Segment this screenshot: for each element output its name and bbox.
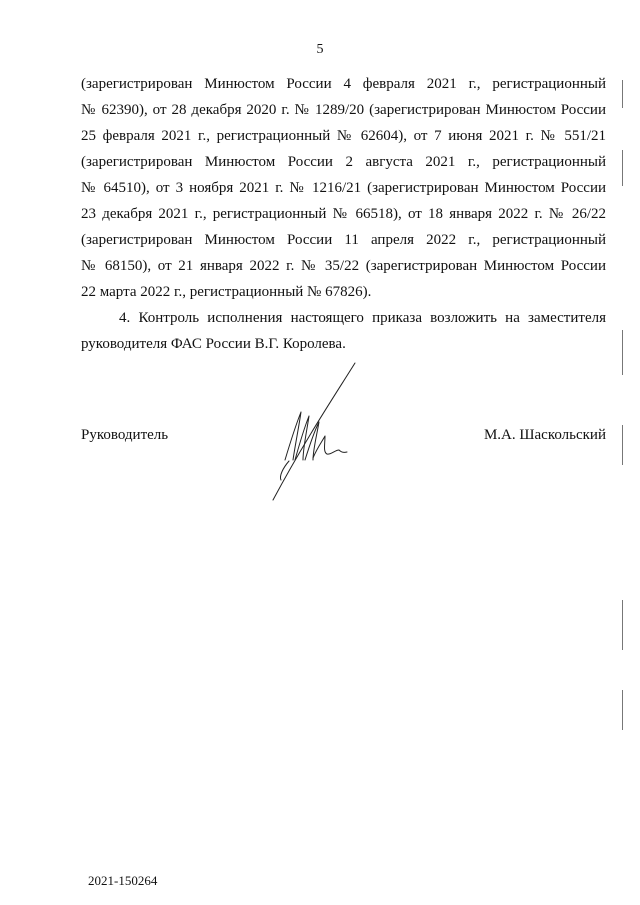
signer-title: Руководитель [81, 427, 169, 443]
scan-edge-mark [622, 600, 623, 650]
scan-edge-mark [622, 690, 623, 730]
body-line: (зарегистрирован Минюстом России 2 августа 2021 г., регистрационный [81, 154, 606, 170]
paragraph-4-line: руководителя ФАС России В.Г. Королева. [81, 336, 346, 352]
body-line: 23 декабря 2021 г., регистрационный № 66518), от 18 января 2022 г. № 26/22 [81, 206, 606, 222]
scan-edge-mark [622, 425, 623, 465]
body-line: (зарегистрирован Минюстом России 4 февраля 2021 г., регистрационный [81, 76, 606, 92]
document-body [81, 71, 606, 357]
signer-name: М.А. Шаскольский [483, 427, 606, 443]
scan-edge-mark [622, 80, 623, 108]
handwritten-signature [265, 360, 365, 505]
body-line: (зарегистрирован Минюстом России 11 апреля 2022 г., регистрационный [81, 232, 606, 248]
scan-edge-mark [622, 330, 623, 375]
document-number: 2021-150264 [88, 873, 158, 888]
paragraph-4-line: 4. Контроль исполнения настоящего приказа возложить на заместителя [119, 310, 606, 326]
body-line: № 62390), от 28 декабря 2020 г. № 1289/20 (зарегистрирован Минюстом России [81, 102, 606, 118]
body-line: 25 февраля 2021 г., регистрационный № 62604), от 7 июня 2021 г. № 551/21 [81, 128, 606, 144]
page-number: 5 [316, 42, 324, 57]
body-line: № 68150), от 21 января 2022 г. № 35/22 (зарегистрирован Минюстом России [81, 258, 606, 274]
body-line: 22 марта 2022 г., регистрационный № 67826). [81, 284, 372, 300]
scan-edge-mark [622, 150, 623, 186]
body-line: № 64510), от 3 ноября 2021 г. № 1216/21 (зарегистрирован Минюстом России [81, 180, 606, 196]
